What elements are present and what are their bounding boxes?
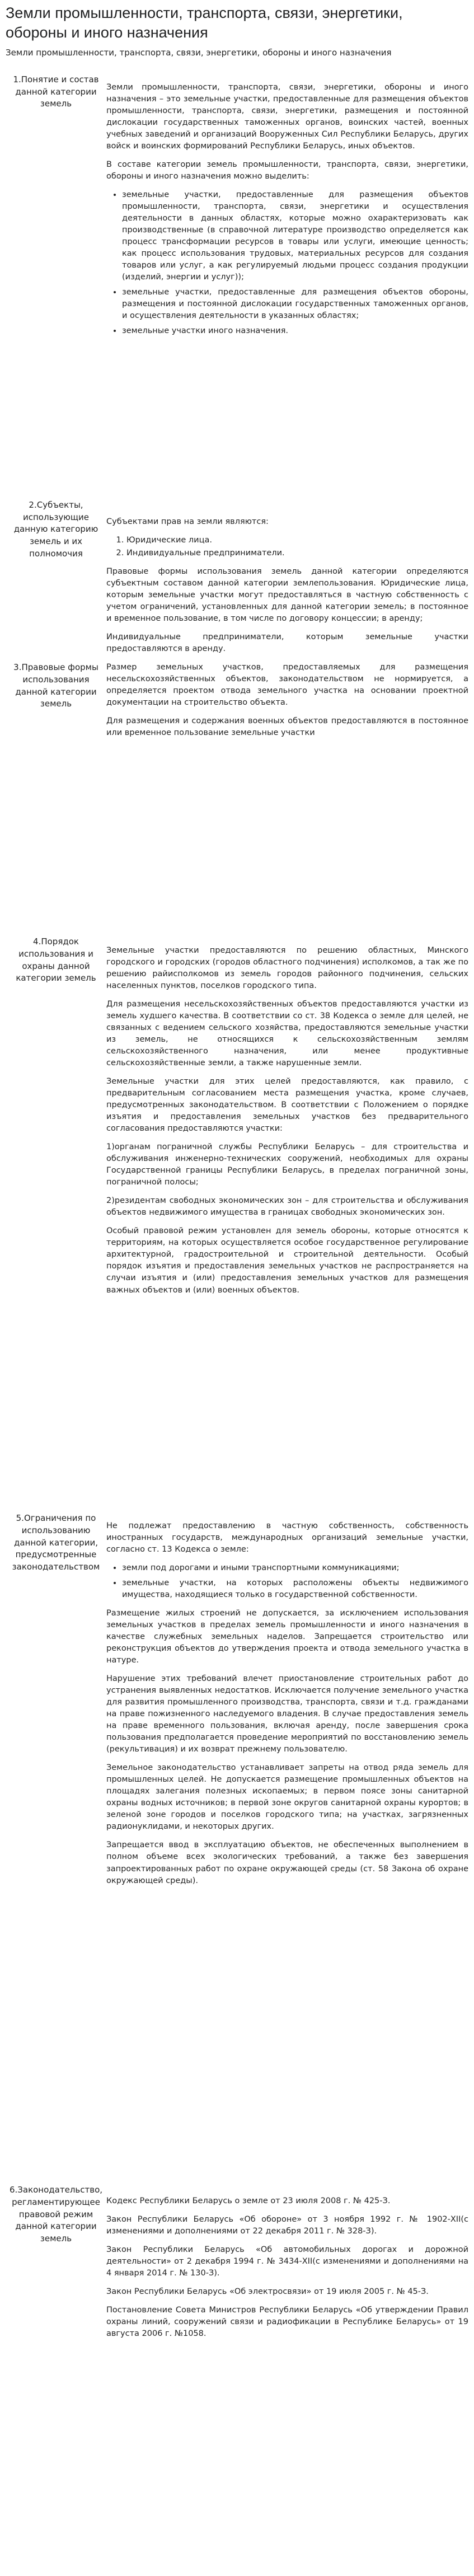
page-title: Земли промышленности, транспорта, связи, энергетики, обороны и иного назначения: [6, 4, 403, 41]
section-row: [6, 662, 468, 936]
numbered-list: [106, 535, 468, 559]
section-heading-cell: [6, 1512, 106, 2184]
list-item: • земли под дорогами и иными транспортными коммуникациями;: [122, 1562, 468, 1574]
paragraph: Земельные участки для этих целей предоставляются, как правило, с предварительным согласованием места размещения участка, кроме случаев, предусмотренных законодательством. В соответствии с Положением о порядке изъятия и предоставления земельных участков без предварительного согласования предоставляются участки:: [106, 1077, 468, 1134]
paragraph: Постановление Совета Министров Республики Беларусь «Об утверждении Правил охраны линий, сооружений связи и радиофикации в Республике Беларусь» от 19 августа 2006 г. №1058.: [106, 2306, 468, 2339]
section-heading: 1.Понятие и состав данной категории земель: [13, 74, 99, 109]
section-content: [106, 1520, 468, 1886]
list-item: • земельные участки, на которых расположены объекты недвижимого имущества, находящиеся только в государственной собственности.: [122, 1577, 468, 1601]
paragraph: 1)органам пограничной службы Республики Беларусь – для строительства и обслуживания инженерно-технических сооружений, необходимых для охраны Государственной границы Республики Беларусь, в пределах пограничной зоны, пограничной полосы;: [106, 1142, 468, 1187]
paragraph: Кодекс Республики Беларусь о земле от 23 июля 2008 г. № 425-З.: [106, 2196, 391, 2206]
paragraph: Нарушение этих требований влечет приостановление строительных работ до устранения выявленных недостатков. Исключается получение земельного участка для развития промышленного производства, транспорта, связи и т.д. гражданами на праве пожизненного наследуемого владения. В случае предоставления земель на праве временного пользования, включая аренду, после завершения срока пользования предполагается проведение мероприятий по восстановлению земель (рекультивация) и их возврат прежнему пользователю.: [106, 1674, 468, 1754]
section-heading: 6.Законодательство, регламентирующее правовой режим данной категории земель: [9, 2185, 103, 2244]
section-content-cell: [106, 936, 468, 1512]
bullet-list: [106, 1562, 468, 1601]
section-content: [106, 82, 468, 337]
paragraph: Индивидуальные предприниматели, которым земельные участки предоставляются в аренду.: [106, 633, 468, 654]
section-content-cell: [106, 499, 468, 662]
paragraph: Субъектами прав на земли являются:: [106, 517, 269, 526]
section-content: [106, 516, 468, 655]
list-item: • земельные участки, предоставленные для размещения объектов промышленности, транспорта, связи, энергетики и осуществления деятельности в данных областях, которые можно охарактеризовать как производственные (в справочной литературе производство определяется как процесс трансформации ресурсов в товары или услуги, имеющие ценность; как процесс использования трудовых, материальных ресурсов для создания товаров или услуг, а как регулируемый людьми процесс создания продукции (изделий, энергии и услуг));: [122, 189, 468, 283]
section-content-cell: [106, 662, 468, 936]
paragraph: Закон Республики Беларусь «Об обороне» от 3 ноября 1992 г. № 1902-XII(с изменениями и дополнениями от 22 декабря 2011 г. № 328-З).: [106, 2215, 468, 2236]
section-heading-cell: [6, 499, 106, 662]
section-content-cell: [106, 1512, 468, 2184]
section-heading: 5.Ограничения по использованию данной категории, предусмотренные законодательством: [12, 1513, 100, 1572]
paragraph: Земли промышленности, транспорта, связи, энергетики, обороны и иного назначения – это земельные участки, предоставленные для размещения объектов промышленности, транспорта, связи, энергетики, размещения и постоянной дислокации государственных таможенных органов, воинских частей, военных учебных заведений и организаций Вооруженных Сил Республики Беларусь, других войск и воинских формирований Республики Беларусь, иных объектов.: [106, 82, 468, 151]
paragraph: 2)резидентам свободных экономических зон – для строительства и обслуживания объектов недвижимого имущества в границах свободных экономических зон.: [106, 1196, 468, 1217]
section-row: [6, 2184, 468, 2576]
section-content: [106, 2195, 468, 2340]
paragraph: Закон Республики Беларусь «Об автомобильных дорогах и дорожной деятельности» от 2 декабря 1994 г. № 3434-XII(с изменениями и дополнениями на 4 января 2014 г. № 130-З).: [106, 2245, 468, 2278]
section-heading: 3.Правовые формы использования данной категории земель: [13, 662, 98, 709]
section-content-cell: [106, 2184, 468, 2576]
paragraph: Не подлежат предоставлению в частную собственность, собственность иностранных государств, международных организаций земельные участки, согласно ст. 13 Кодекса о земле:: [106, 1521, 468, 1554]
paragraph: Закон Республики Беларусь «Об электросвязи» от 19 июля 2005 г. № 45-З.: [106, 2287, 429, 2297]
paragraph: В составе категории земель промышленности, транспорта, связи, энергетики, обороны и иного назначения можно выделить:: [106, 160, 468, 181]
page-subtitle: Земли промышленности, транспорта, связи, энергетики, обороны и иного назначения: [6, 48, 392, 58]
paragraph: Размещение жилых строений не допускается, за исключением использования земельных участков в пределах земель промышленности и иного назначения в качестве служебных земельных наделов. Запрещается строительство или реконструкция объектов до утверждения проекта и отвода земельного участка в натуре.: [106, 1609, 468, 1665]
paragraph: Запрещается ввод в эксплуатацию объектов, не обеспеченных выполнением в полном объеме всех экологических требований, а также без завершения запроектированных работ по охране окружающей среды (ст. 58 Закона об охране окружающей среды).: [106, 1840, 468, 1885]
section-heading-cell: [6, 74, 106, 499]
paragraph: Земельное законодательство устанавливает запреты на отвод ряда земель для промышленных целей. Не допускается размещение промышленных объектов на площадях залегания полезных ископаемых; в первом поясе зоны санитарной охраны водных источников; в первой зоне округов санитарной охраны курортов; в зеленой зоне городов и поселков городского типа; на участках, загрязненных радионуклидами, и некоторых других.: [106, 1763, 468, 1832]
section-heading: 4.Порядок использования и охраны данной категории земель: [16, 936, 96, 983]
bullet-list: [106, 189, 468, 337]
section-row: [6, 1512, 468, 2184]
list-item: • земельные участки иного назначения.: [122, 325, 468, 337]
paragraph: Размер земельных участков, предоставляемых для размещения несельскохозяйственных объектов, законодательством не нормируется, а определяется проектом отвода земельного участка на основании проектной документации на строительство объекта.: [106, 663, 468, 708]
section-row: [6, 499, 468, 662]
section-row: [6, 936, 468, 1512]
section-content: [106, 945, 468, 1296]
list-item: 1. Юридические лица.: [126, 535, 468, 546]
paragraph: Для размещения несельскохозяйственных объектов предоставляются участки из земель худшего качества. В соответствии со ст. 38 Кодекса о земле для целей, не связанных с ведением сельского хозяйства, предоставляются земельные участки из земель, не относящихся к сельскохозяйственным землям сельскохозяйственного назначения, или менее продуктивные сельскохозяйственные земли, а также нарушенные земли.: [106, 1000, 468, 1068]
paragraph: Особый правовой режим установлен для земель обороны, которые относятся к территориям, на которых осуществляется особое государственное регулирование архитектурной, градостроительной и строительной деятельности. Особый порядок изъятия и предоставления земельных участков не распространяется на случаи изъятия и (или) предоставления земельных участков для размещения важных объектов и (или) военных объектов.: [106, 1226, 468, 1295]
paragraph: Земельные участки предоставляются по решению областных, Минского городского и городских (городов областного подчинения) исполкомов, а так же по решению райисполкомов из земель городов районного подчинения, сельских населенных пунктов, поселков городского типа.: [106, 946, 468, 991]
section-heading-cell: [6, 936, 106, 1512]
section-heading-cell: [6, 662, 106, 936]
section-heading-cell: [6, 2184, 106, 2576]
section-row: [6, 74, 468, 499]
land-category-table: [6, 74, 468, 2576]
paragraph: Правовые формы использования земель данной категории определяются субъектным составом данной категории землепользования. Юридические лица, которым земельные участки могут предоставляться в частную собственность с учетом ограничений, установленных для данной категории земель; в постоянное и временное пользование, в том числе по договору концессии; в аренду;: [106, 566, 468, 624]
list-item: • земельные участки, предоставленные для размещения объектов обороны, размещения и постоянной дислокации государственных таможенных органов, и осуществления деятельности в указанных областях;: [122, 287, 468, 322]
list-item: 2. Индивидуальные предприниматели.: [126, 547, 468, 559]
section-heading: 2.Субъекты, использующие данную категорию земель и их полномочия: [13, 499, 98, 559]
section-content-cell: [106, 74, 468, 499]
paragraph: Для размещения и содержания военных объектов предоставляются в постоянное или временное пользование земельные участки: [106, 716, 468, 738]
section-content: [106, 662, 468, 739]
